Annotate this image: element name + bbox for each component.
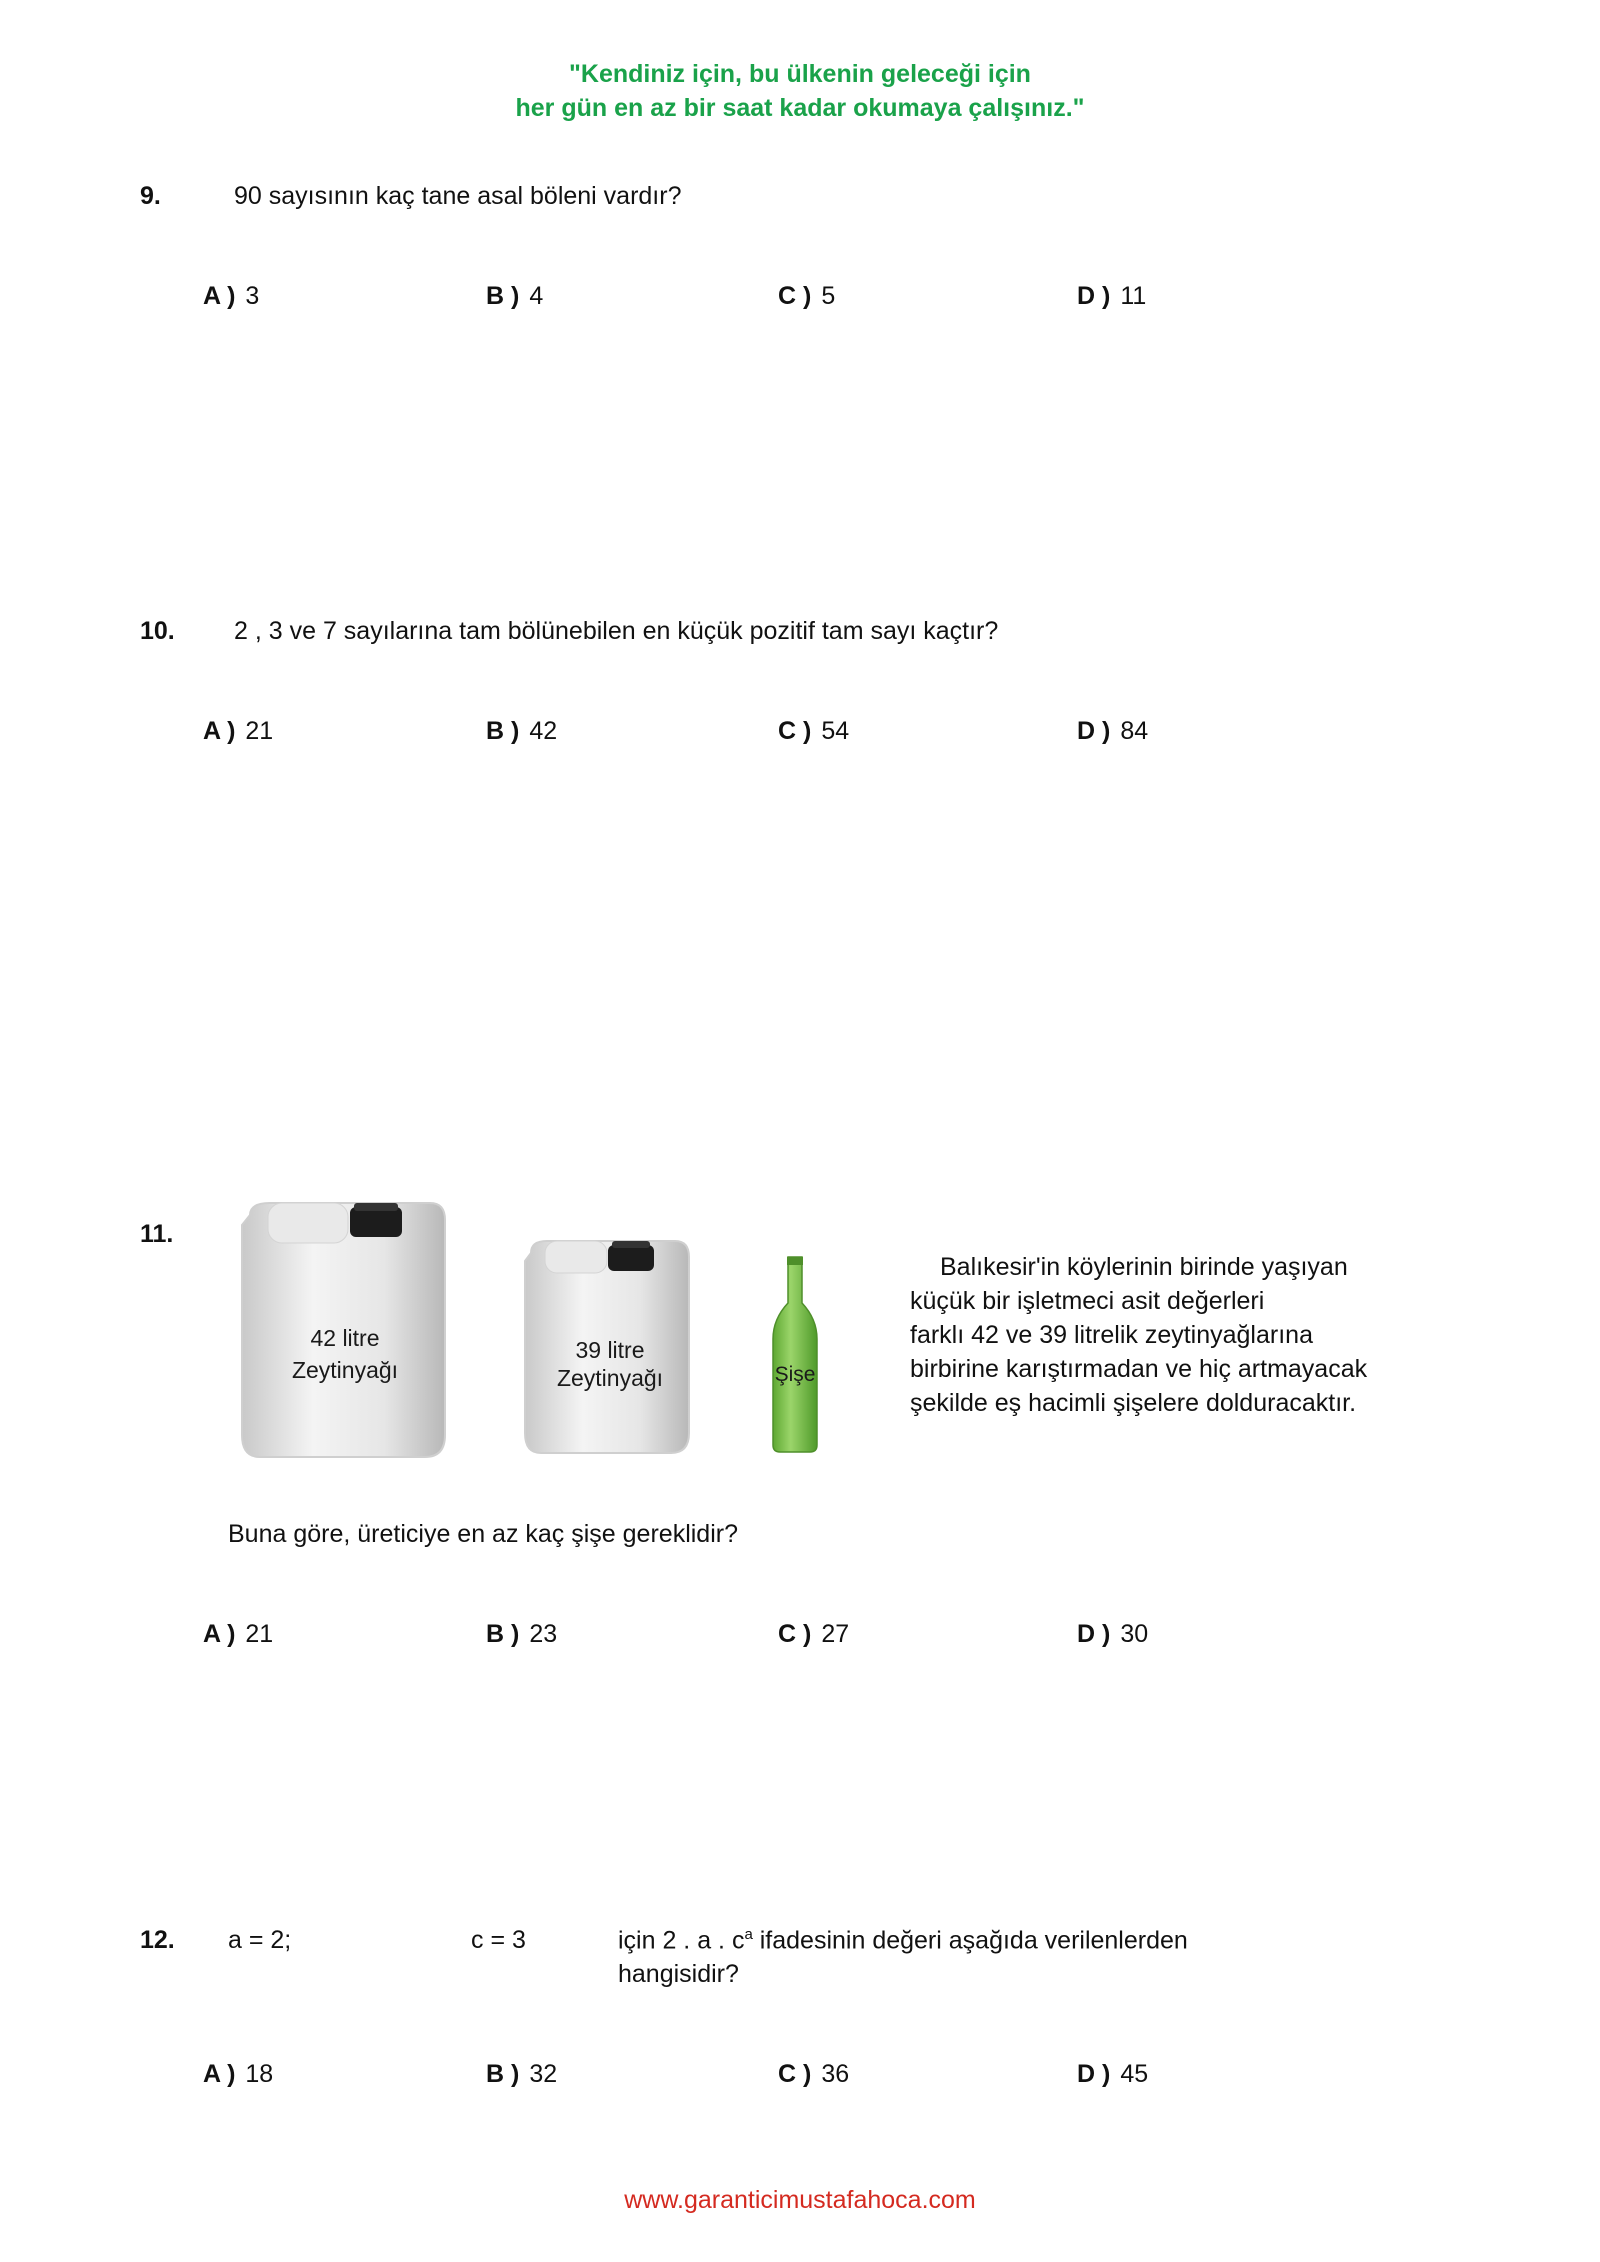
question-12-text-pre: için 2 . a . c: [618, 1926, 745, 1955]
motto-line-2: her gün en az bir saat kadar okumaya çalışınız.": [515, 94, 1085, 122]
question-12-text: [618, 1926, 1188, 1955]
jug-42-label-product: Zeytinyağı: [291, 1357, 399, 1383]
option-label: B ): [486, 282, 520, 310]
footer-website-link[interactable]: www.garanticimustafahoca.com: [624, 2186, 976, 2214]
option-value: 18: [245, 2060, 274, 2088]
motto-line-1: "Kendiniz için, bu ülkenin geleceği için: [569, 60, 1031, 88]
bottle-label: Şişe: [774, 1363, 816, 1386]
question-12-text-post: ifadesinin değeri aşağıda verilenlerden: [752, 1926, 1188, 1955]
option-label: C ): [778, 1620, 812, 1648]
question-11-text: Buna göre, üreticiye en az kaç şişe gereklidir?: [228, 1520, 738, 1548]
option-label: D ): [1077, 282, 1111, 310]
question-12-given-c: c = 3: [471, 1926, 526, 1954]
q9-option-a[interactable]: [203, 282, 259, 311]
option-label: A ): [203, 282, 236, 310]
option-value: 27: [821, 1620, 850, 1648]
question-10-number: 10.: [140, 617, 175, 645]
question-11-number: 11.: [140, 1220, 174, 1248]
q10-option-b[interactable]: [486, 717, 557, 746]
option-value: 4: [529, 282, 544, 310]
oil-containers-figure: [230, 1195, 830, 1475]
option-value: 84: [1120, 717, 1149, 745]
option-label: D ): [1077, 1620, 1111, 1648]
q9-option-d[interactable]: [1077, 282, 1146, 311]
paragraph-line: küçük bir işletmeci asit değerleri: [910, 1287, 1265, 1315]
q11-option-d[interactable]: [1077, 1620, 1148, 1649]
option-value: 11: [1120, 282, 1147, 310]
question-12-number: 12.: [140, 1926, 175, 1954]
option-label: D ): [1077, 717, 1111, 745]
paragraph-line: Balıkesir'in köylerinin birinde yaşıyan: [940, 1253, 1348, 1281]
option-value: 36: [821, 2060, 850, 2088]
option-value: 21: [245, 1620, 274, 1648]
question-11-paragraph: [910, 1250, 1430, 1420]
option-label: D ): [1077, 2060, 1111, 2088]
question-9-text: 90 sayısının kaç tane asal böleni vardır?: [234, 182, 682, 210]
option-value: 30: [1120, 1620, 1149, 1648]
q12-option-c[interactable]: [778, 2060, 849, 2089]
q12-option-a[interactable]: [203, 2060, 273, 2089]
question-12-text-line2: hangisidir?: [618, 1960, 739, 1988]
q12-option-b[interactable]: [486, 2060, 557, 2089]
q10-option-a[interactable]: [203, 717, 273, 746]
q11-option-c[interactable]: [778, 1620, 849, 1649]
option-label: A ): [203, 2060, 236, 2088]
paragraph-line: birbirine karıştırmadan ve hiç artmayacak: [910, 1355, 1368, 1383]
question-12-superscript: a: [744, 1926, 753, 1943]
question-12-given-a: a = 2;: [228, 1926, 292, 1954]
option-label: A ): [203, 717, 236, 745]
option-value: 32: [529, 2060, 558, 2088]
jug-39-label-product: Zeytinyağı: [556, 1365, 664, 1391]
option-value: 45: [1120, 2060, 1149, 2088]
jug-39-label-volume: 39 litre: [575, 1337, 645, 1363]
option-label: C ): [778, 717, 812, 745]
option-label: B ): [486, 2060, 520, 2088]
option-value: 54: [821, 717, 850, 745]
paragraph-line: şekilde eş hacimli şişelere dolduracaktır.: [910, 1389, 1357, 1417]
option-value: 21: [245, 717, 274, 745]
option-label: C ): [778, 2060, 812, 2088]
option-label: B ): [486, 1620, 520, 1648]
paragraph-line: farklı 42 ve 39 litrelik zeytinyağlarına: [910, 1321, 1313, 1349]
option-value: 23: [529, 1620, 558, 1648]
option-value: 3: [245, 282, 260, 310]
q10-option-d[interactable]: [1077, 717, 1148, 746]
q11-option-a[interactable]: [203, 1620, 273, 1649]
question-9-number: 9.: [140, 182, 161, 210]
bottle-icon: [765, 1255, 825, 1455]
q10-option-c[interactable]: [778, 717, 849, 746]
q9-option-c[interactable]: [778, 282, 835, 311]
q9-option-b[interactable]: [486, 282, 543, 311]
option-label: C ): [778, 282, 812, 310]
option-label: A ): [203, 1620, 236, 1648]
option-label: B ): [486, 717, 520, 745]
option-value: 5: [821, 282, 836, 310]
q11-option-b[interactable]: [486, 1620, 557, 1649]
q12-option-d[interactable]: [1077, 2060, 1148, 2089]
question-10-text: 2 , 3 ve 7 sayılarına tam bölünebilen en küçük pozitif tam sayı kaçtır?: [234, 617, 999, 645]
option-value: 42: [529, 717, 558, 745]
jug-42-label-volume: 42 litre: [310, 1325, 380, 1351]
